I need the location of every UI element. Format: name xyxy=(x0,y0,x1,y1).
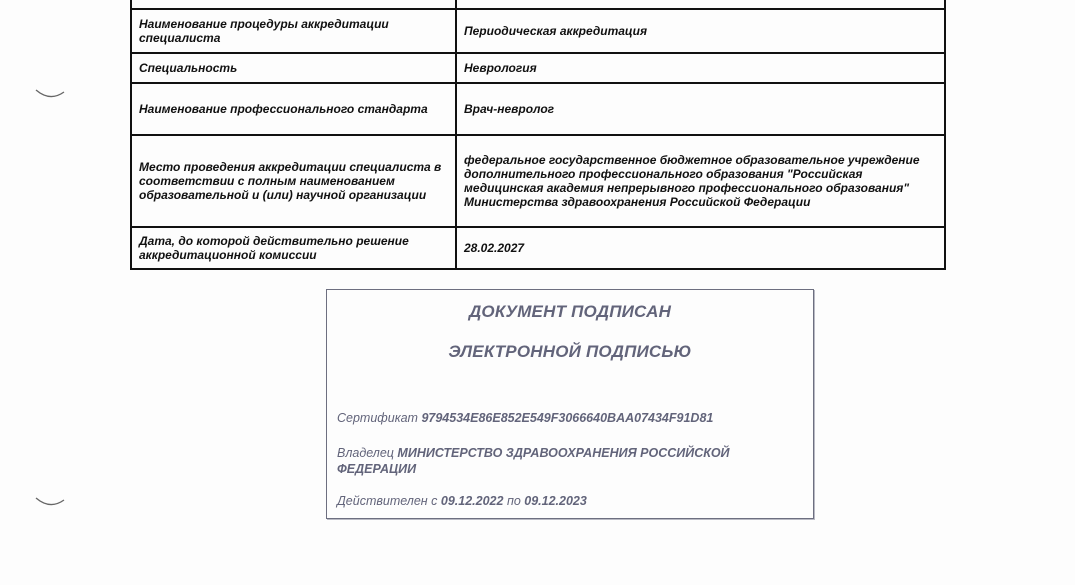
valid-until-value: 28.02.2027 xyxy=(456,227,945,269)
table-row xyxy=(131,0,945,9)
procedure-label: Наименование процедуры аккредитации специалиста xyxy=(131,9,456,53)
table-row xyxy=(131,53,945,83)
stamp-subtitle: ЭЛЕКТРОННОЙ ПОДПИСЬЮ xyxy=(448,342,692,361)
owner-label: Владелец xyxy=(337,446,394,460)
valid-until-label: Дата, до которой действительно решение аккредитационной комиссии xyxy=(131,227,456,269)
hole-punch-mark xyxy=(34,86,66,100)
table-row xyxy=(131,135,945,227)
owner-value: МИНИСТЕРСТВО ЗДРАВООХРАНЕНИЯ РОССИЙСКОЙ ФЕДЕРАЦИИ xyxy=(337,446,730,476)
standard-label: Наименование профессионального стандарта xyxy=(131,83,456,135)
place-value: федеральное государственное бюджетное образовательное учреждение дополнительного профессионального образования "Российская медицинская академия непрерывного профессионального образования" Министерства здравоохранения Российской Федерации xyxy=(456,135,945,227)
procedure-value: Периодическая аккредитация xyxy=(456,9,945,53)
certificate-label: Сертификат xyxy=(337,411,418,425)
specialty-value: Неврология xyxy=(456,53,945,83)
validity-line xyxy=(337,493,787,509)
table-row xyxy=(131,83,945,135)
valid-to: 09.12.2023 xyxy=(524,494,587,508)
electronic-signature-stamp xyxy=(326,289,814,519)
specialty-label: Специальность xyxy=(131,53,456,83)
table-row xyxy=(131,227,945,269)
row-label xyxy=(131,0,456,9)
stamp-title: ДОКУМЕНТ ПОДПИСАН xyxy=(468,302,672,321)
certificate-value: 9794534E86E852E549F3066640BAA07434F91D81 xyxy=(421,411,714,425)
accreditation-table xyxy=(130,0,946,270)
owner-line xyxy=(337,445,787,477)
validity-mid: по xyxy=(506,494,521,508)
validity-label: Действителен с xyxy=(337,494,438,508)
table-row xyxy=(131,9,945,53)
standard-value: Врач-невролог xyxy=(456,83,945,135)
hole-punch-mark xyxy=(34,494,66,508)
place-label: Место проведения аккредитации специалиста в соответствии с полным наименованием образовательной и (или) научной организации xyxy=(131,135,456,227)
valid-from: 09.12.2022 xyxy=(440,494,504,508)
certificate-line xyxy=(337,410,787,426)
row-value xyxy=(456,0,945,9)
